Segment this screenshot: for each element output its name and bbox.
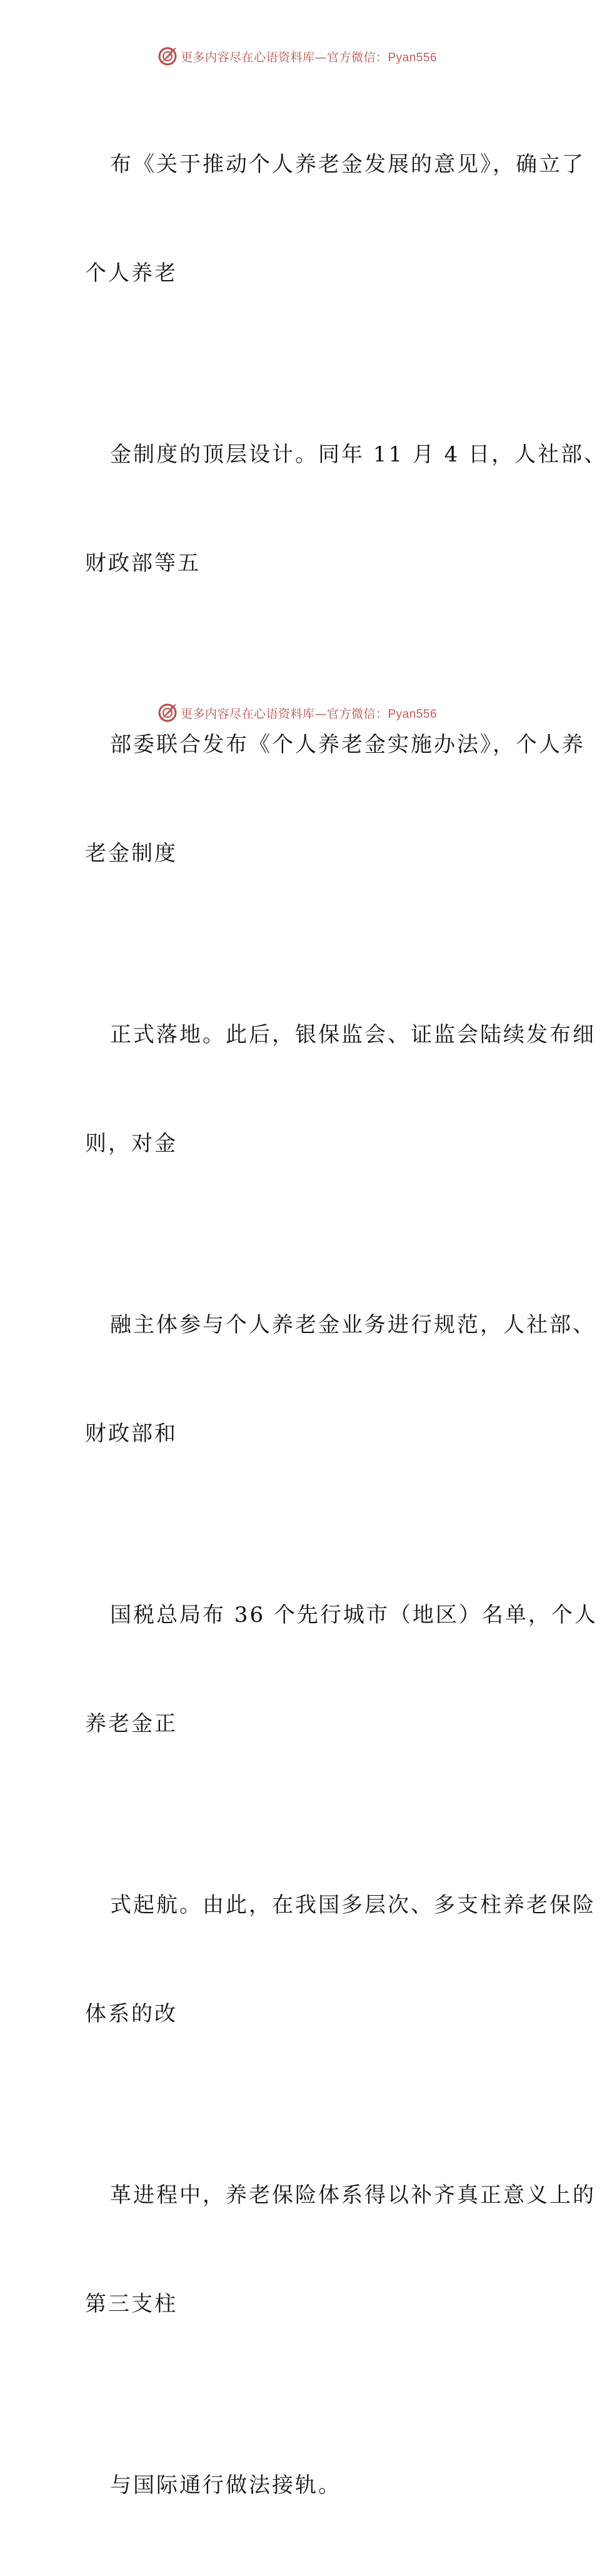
paragraph-line-group [60,1234,596,1524]
quill-logo-icon [157,702,178,723]
watermark-wechat-id: Pyan556 [388,51,438,64]
footer-watermark [0,702,594,724]
text-line: 第三支柱 [85,2292,178,2317]
watermark-main-text: 更多内容尽在心语资料库—官方微信： [180,707,388,721]
text-line: 金制度的顶层设计。同年 11 月 4 日，人社部、 [110,442,607,467]
paragraph-line-group [60,2105,596,2395]
paragraph-line-group [60,1524,598,1814]
text-line: 革进程中，养老保险体系得以补齐真正意义上的 [110,2183,596,2208]
watermark-text [181,48,437,65]
paragraph-line-group [60,2395,535,2576]
paragraph-line-group [60,1814,596,2105]
document-body [60,74,607,2576]
text-line: 布《关于推动个人养老金发展的意见》，确立了 [110,152,585,177]
quill-logo-icon [157,46,178,67]
paragraph-line-group [60,74,585,364]
watermark-wechat-id: Pyan556 [388,707,438,721]
paragraph-line-group [60,654,585,944]
text-line: 财政部等五 [85,551,201,576]
text-line: 国税总局布 36 个先行城市（地区）名单，个人 [110,1602,598,1628]
text-line: 老金制度 [85,841,178,866]
header-watermark [0,45,594,68]
text-line: 养老金正 [85,1711,178,1736]
text-line: 财政部和 [85,1421,178,1446]
text-line: 则，对金 [85,1131,178,1156]
text-line: 融主体参与个人养老金业务进行规范，人社部、 [110,1312,596,1337]
paragraph-line-group [60,944,596,1234]
watermark-text [181,705,437,722]
text-line: 个人养老 [85,261,178,286]
text-line: 体系的改 [85,2001,178,2026]
watermark-main-text: 更多内容尽在心语资料库—官方微信： [180,50,388,64]
text-line: 与国际通行做法接轨。 [110,2473,341,2498]
text-line: 式起航。由此，在我国多层次、多支柱养老保险 [110,1893,596,1918]
text-line: 正式落地。此后，银保监会、证监会陆续发布细 [110,1022,596,1047]
text-line: 部委联合发布《个人养老金实施办法》，个人养 [110,732,585,757]
paragraph-line-group [60,364,607,654]
